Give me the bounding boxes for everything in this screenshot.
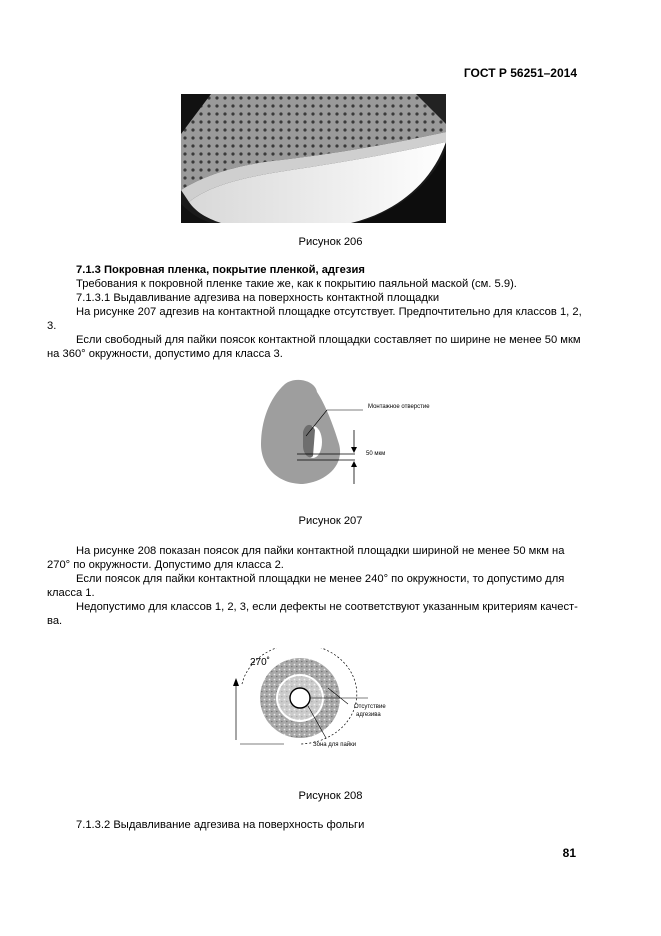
- paragraph-5-line-2: 270° по окружности. Допустимо для класса 2.: [47, 559, 284, 571]
- paragraph-1: Требования к покровной пленке такие же, как к покрытию паяльной маской (см. 5.9).: [76, 278, 517, 290]
- paragraph-6-line-2: класса 1.: [47, 587, 95, 599]
- paragraph-7-line-2: ва.: [47, 615, 63, 627]
- figure-206-photo: [181, 94, 446, 223]
- figure-208-label-no-adhesive-1: Отсутствие: [354, 704, 386, 710]
- figure-207-label-width: 50 мкм: [366, 451, 386, 457]
- figure-207-diagram: [255, 374, 365, 488]
- figure-208-caption: Рисунок 208: [298, 790, 363, 802]
- paragraph-2: 7.1.3.1 Выдавливание адгезива на поверхность контактной площадки: [76, 292, 440, 304]
- paragraph-7-line-1: Недопустимо для классов 1, 2, 3, если дефекты не соответствуют указанным критериям качест-: [76, 601, 578, 613]
- figure-207-label-hole: Монтажное отверстие: [368, 404, 430, 410]
- paragraph-6-line-1: Если поясок для пайки контактной площадки не менее 240° по окружности, то допустимо для: [76, 573, 565, 585]
- figure-208-label-angle: 270˚: [250, 657, 271, 668]
- section-heading: 7.1.3 Покровная пленка, покрытие пленкой, адгезия: [76, 264, 365, 276]
- page-number: 81: [562, 846, 576, 860]
- paragraph-5-line-1: На рисунке 208 показан поясок для пайки контактной площадки шириной не менее 50 мкм на: [76, 545, 565, 557]
- document-header: ГОСТ Р 56251–2014: [463, 66, 577, 80]
- figure-207-caption: Рисунок 207: [298, 515, 363, 527]
- figure-206-caption: Рисунок 206: [298, 236, 363, 248]
- paragraph-3-line-1: На рисунке 207 адгезив на контактной площадке отсутствует. Предпочтительно для классов 1, 2,: [76, 306, 582, 318]
- figure-208-label-zone: Зона для пайки: [313, 742, 357, 748]
- paragraph-4-line-2: на 360° окружности, допустимо для класса 3.: [47, 348, 283, 360]
- paragraph-8: 7.1.3.2 Выдавливание адгезива на поверхность фольги: [76, 819, 365, 831]
- paragraph-4-line-1: Если свободный для пайки поясок контактной площадки составляет по ширине не менее 50 мкм: [76, 334, 581, 346]
- figure-208-label-no-adhesive-2: адгезива: [356, 712, 381, 718]
- paragraph-3-line-2: 3.: [47, 320, 57, 332]
